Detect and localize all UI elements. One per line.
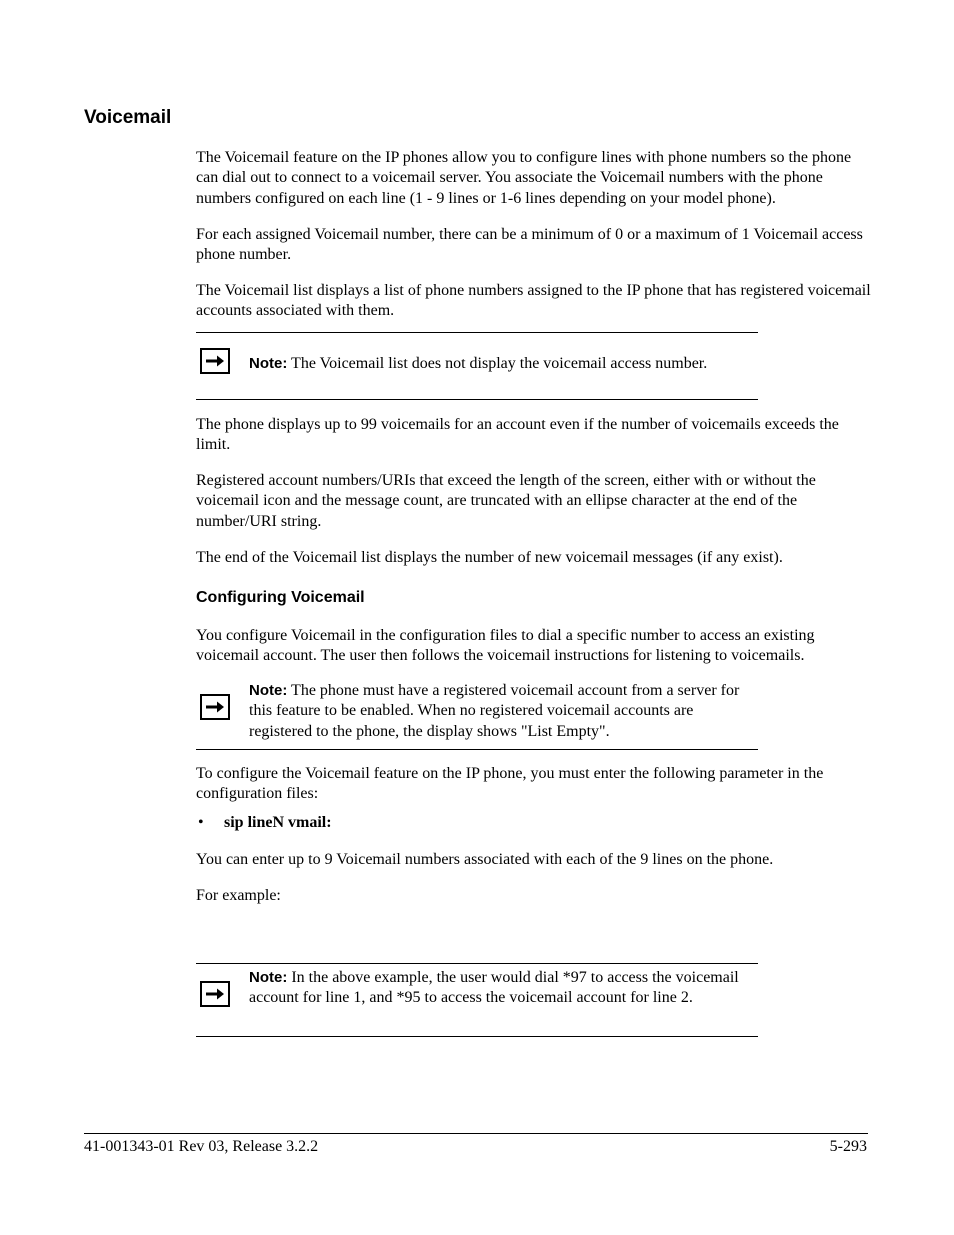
note-display-access-number <box>249 354 759 374</box>
note-bottom-rule <box>196 1036 758 1037</box>
footer-rule <box>84 1133 868 1134</box>
note-bottom-rule <box>196 399 758 400</box>
note-top-rule <box>196 332 758 333</box>
arrow-right-icon <box>200 348 230 374</box>
paragraph-intro: The Voicemail feature on the IP phones allow you to configure lines with phone numbers so the phone can dial out to connect to a voicemail server. You associate the Voicemail numbers with the phone numbers configured on each line (1 - 9 lines or 1-6 lines depending on your model phone). <box>196 149 852 207</box>
note-registered-account <box>249 681 759 742</box>
paragraph-parameter: To configure the Voicemail feature on the IP phone, you must enter the following parameter in the configuration files: <box>196 765 824 803</box>
note-label: Note: <box>249 969 288 986</box>
paragraph-up-to-9: You can enter up to 9 Voicemail numbers associated with each of the 9 lines on the phone. <box>196 851 774 868</box>
page-heading: Voicemail <box>84 107 172 128</box>
paragraph-voicemail-number: For each assigned Voicemail number, there can be a minimum of 0 or a maximum of 1 Voicemail access phone number. <box>196 226 863 264</box>
arrow-right-icon <box>200 981 230 1007</box>
note-body: The Voicemail list does not display the voicemail access number. <box>287 355 708 372</box>
paragraph-voicemail-list: The Voicemail list displays a list of phone numbers assigned to the IP phone that has registered voicemail accounts associated with them. <box>196 282 871 320</box>
parameter-name: sip lineN vmail: <box>224 814 332 831</box>
note-label: Note: <box>249 682 288 699</box>
bullet-symbol: • <box>198 814 204 831</box>
arrow-right-icon <box>200 694 230 720</box>
note-body: The phone must have a registered voicemail account from a server for this feature to be enabled. When no registered voicemail accounts are registered to the phone, the display shows "List Empty". <box>249 682 740 740</box>
paragraph-configure: You configure Voicemail in the configuration files to dial a specific number to access an existing voicemail account. The user then follows the voicemail instructions for listening to voicemails. <box>196 627 815 665</box>
paragraph-for-example: For example: <box>196 887 281 904</box>
note-example-explanation <box>249 968 759 1009</box>
section-heading: Configuring Voicemail <box>196 589 365 606</box>
footer-document-id: 41-001343-01 Rev 03, Release 3.2.2 <box>84 1138 319 1155</box>
note-label: Note: <box>249 355 288 372</box>
note-top-rule <box>196 963 758 964</box>
note-body: In the above example, the user would dial *97 to access the voicemail account for line 1, and *95 to access the voicemail account for line 2. <box>249 969 739 1007</box>
paragraph-new-messages: The end of the Voicemail list displays the number of new voicemail messages (if any exist). <box>196 549 783 566</box>
paragraph-truncation: Registered account numbers/URIs that exceed the length of the screen, either with or without the voicemail icon and the message count, are truncated with an ellipse character at the end of the number/URI string. <box>196 472 816 530</box>
note-bottom-rule <box>196 749 758 750</box>
paragraph-99-voicemails: The phone displays up to 99 voicemails for an account even if the number of voicemails exceeds the limit. <box>196 416 839 454</box>
footer-page-number: 5-293 <box>829 1138 867 1155</box>
